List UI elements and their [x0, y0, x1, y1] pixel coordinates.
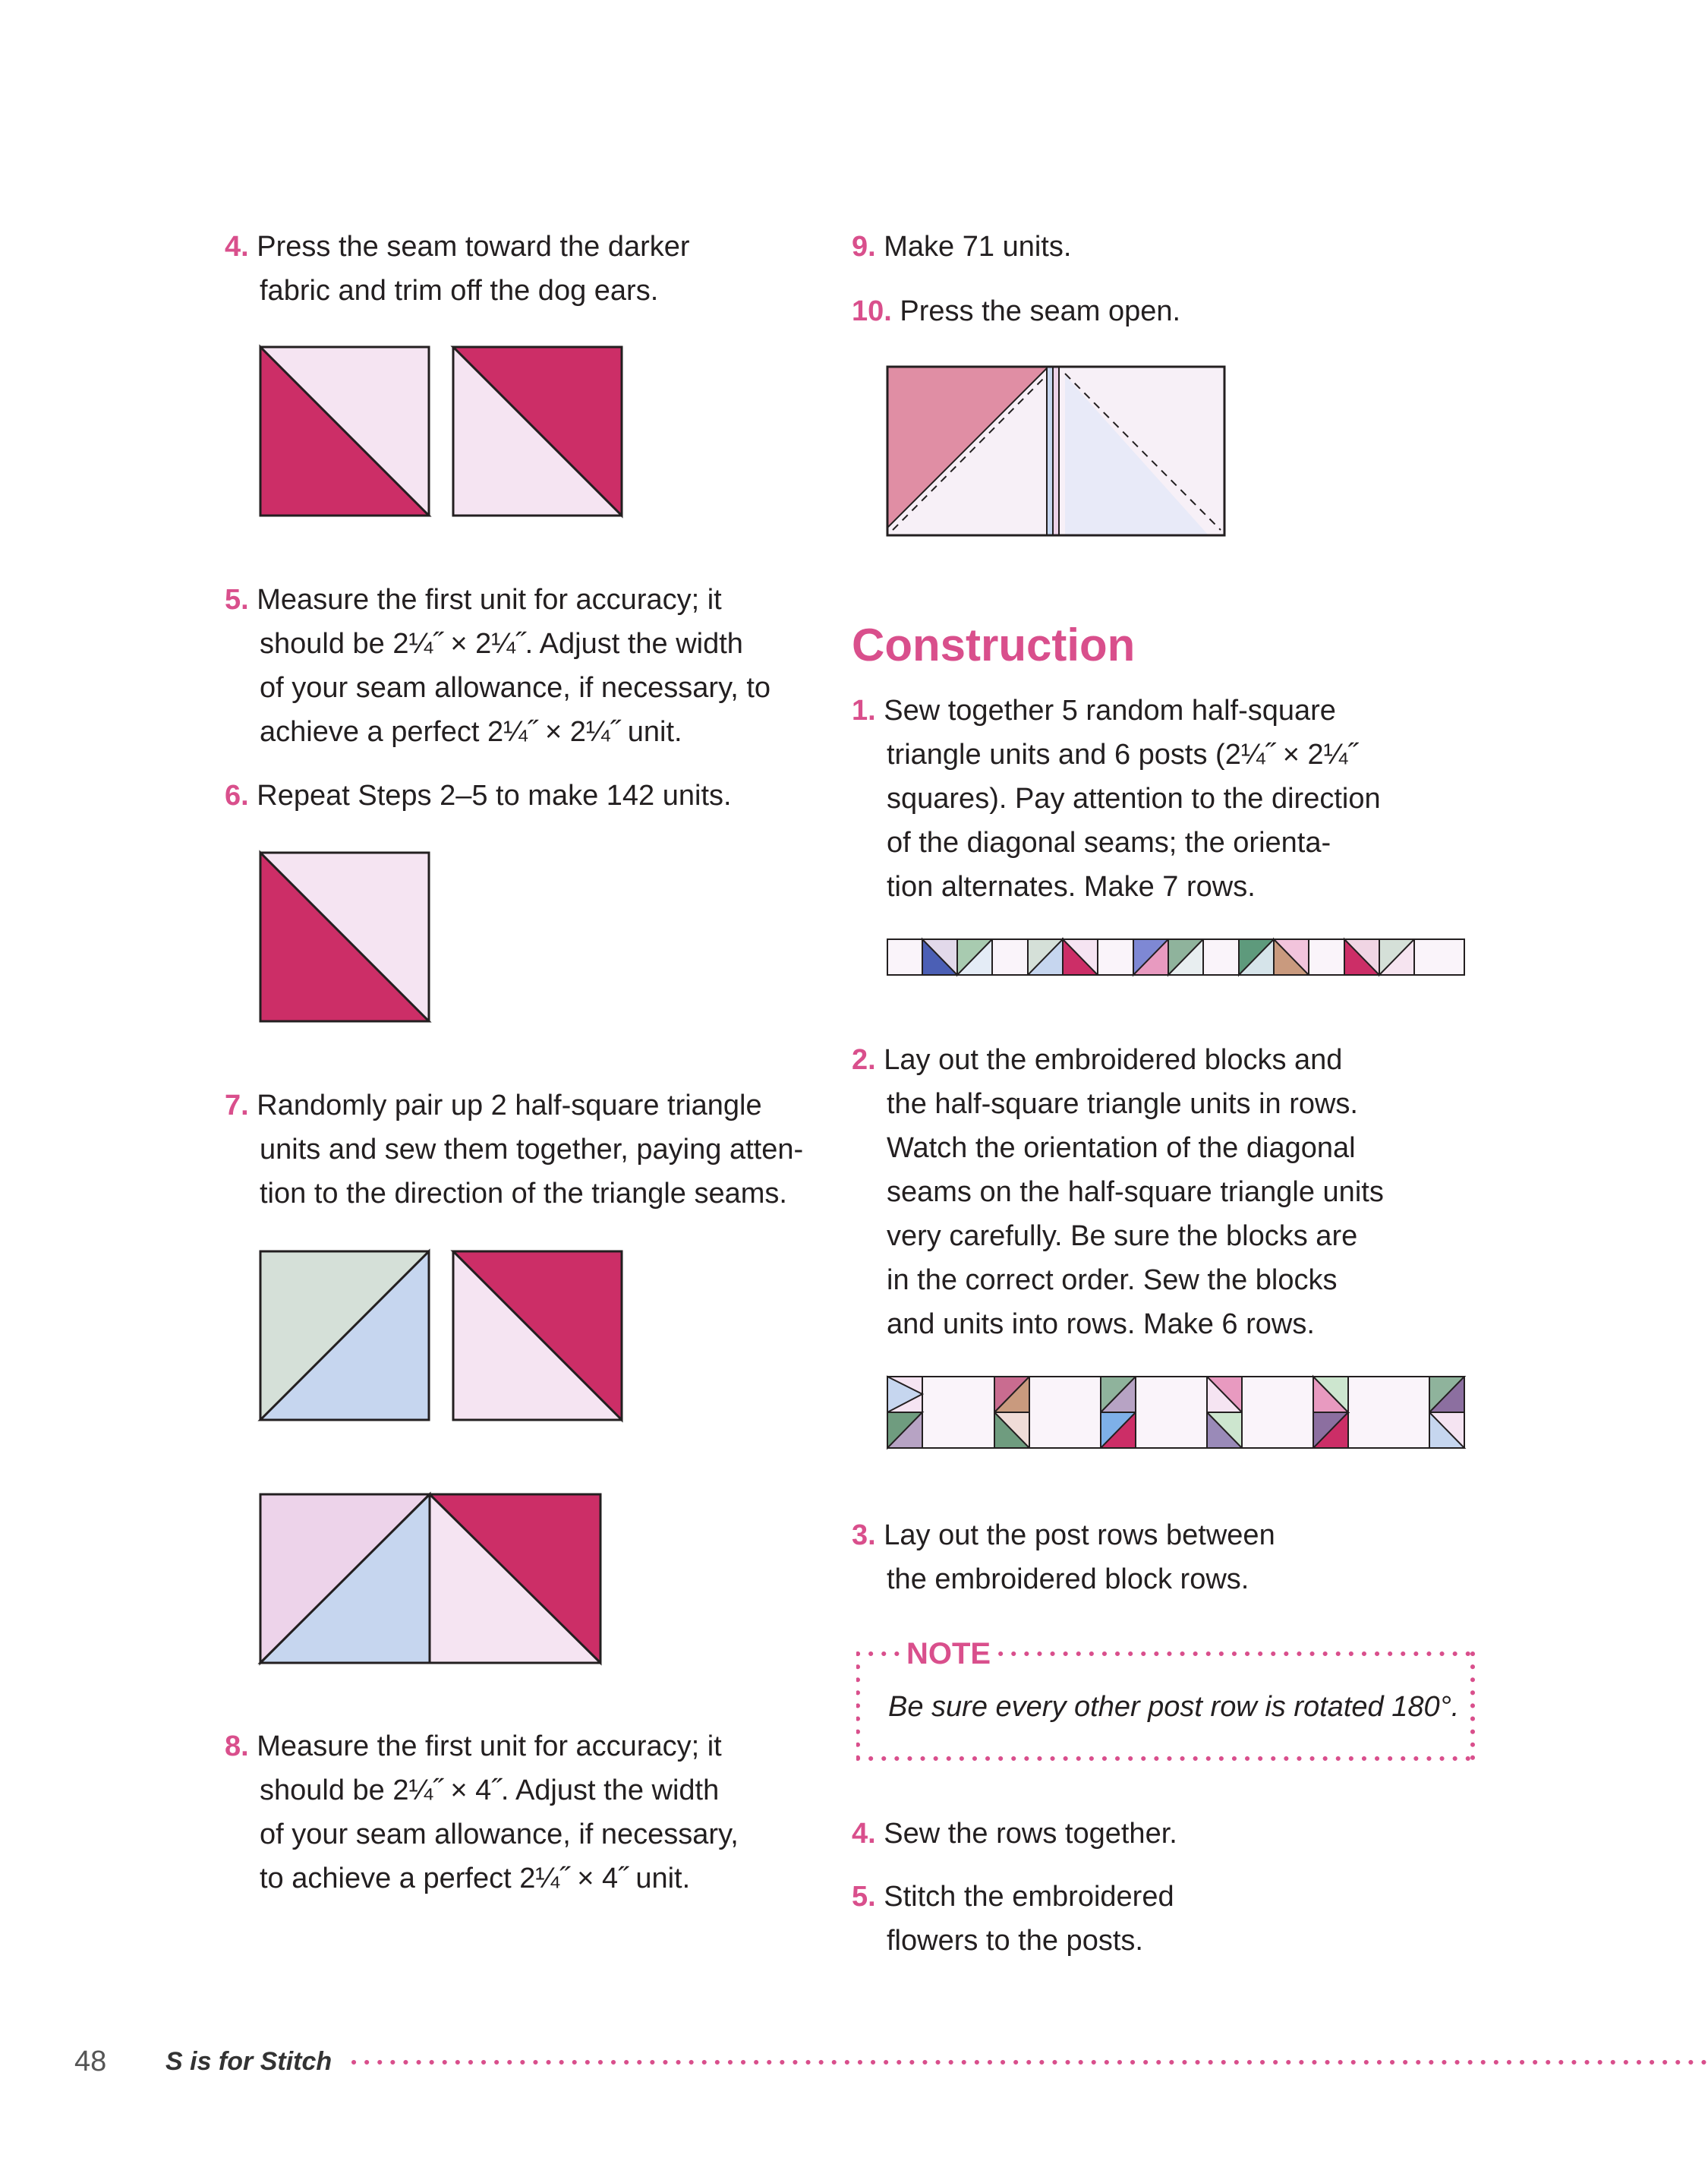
hst-unit	[260, 1251, 429, 1420]
step-text: flowers to the posts.	[887, 1925, 1143, 1957]
sewn-pair-figure	[260, 1494, 603, 1665]
step-number: 5.	[225, 584, 249, 616]
step-text: Make 71 units.	[884, 231, 1072, 263]
page-number: 48	[74, 2046, 107, 2077]
step-9	[852, 225, 1071, 269]
step-text: should be 2¼˝ × 2¼˝. Adjust the width	[260, 628, 743, 660]
step-8	[225, 1724, 739, 1901]
step-10	[852, 289, 1180, 333]
hst-column	[1429, 1377, 1464, 1448]
step-text: Sew the rows together.	[884, 1818, 1177, 1850]
post-row-figure	[887, 938, 1467, 978]
step-text: seams on the half-square triangle units	[887, 1176, 1384, 1208]
hst-column	[1101, 1377, 1136, 1448]
hst-column	[887, 1377, 922, 1448]
step-text: Measure the first unit for accuracy; it	[257, 584, 722, 616]
hst-pair	[1239, 939, 1309, 975]
footer-dotted-rule	[351, 2058, 1708, 2067]
hst-column	[1207, 1377, 1242, 1448]
hst-pair	[1344, 939, 1414, 975]
construction-step-4	[852, 1812, 1177, 1856]
hst-unit	[260, 347, 429, 516]
step-text: Watch the orientation of the diagonal	[887, 1132, 1356, 1164]
step-text: tion to the direction of the triangle seams.	[260, 1178, 787, 1210]
hst-column	[994, 1377, 1029, 1448]
step-text: Sew together 5 random half-square	[884, 695, 1336, 727]
construction-step-5	[852, 1875, 1174, 1963]
book-title: S is for Stitch	[165, 2047, 332, 2076]
hst-column	[1313, 1377, 1348, 1448]
construction-step-3	[852, 1513, 1275, 1601]
section-heading: Construction	[852, 620, 1136, 670]
step-text: Press the seam open.	[900, 295, 1181, 327]
block-row-figure	[887, 1376, 1467, 1450]
step-text: Lay out the post rows between	[884, 1519, 1275, 1551]
step-text: very carefully. Be sure the blocks are	[887, 1220, 1358, 1252]
step-text: Lay out the embroidered blocks and	[884, 1044, 1343, 1076]
pressed-seam-figure	[887, 366, 1228, 541]
note-text: Be sure every other post row is rotated 180°.	[888, 1691, 1460, 1723]
construction-step-2	[852, 1038, 1384, 1346]
step-text: tion alternates. Make 7 rows.	[887, 871, 1256, 903]
step-text: Press the seam toward the darker	[257, 231, 690, 263]
step-text: in the correct order. Sew the blocks	[887, 1264, 1338, 1296]
step-7	[225, 1084, 803, 1216]
step-text: of your seam allowance, if necessary,	[260, 1819, 739, 1850]
step-number: 3.	[852, 1519, 876, 1551]
step-text: achieve a perfect 2¼˝ × 2¼˝ unit.	[260, 716, 682, 748]
hst-unit	[453, 1251, 622, 1420]
step-number: 7.	[225, 1090, 249, 1121]
step-text: Stitch the embroidered	[884, 1881, 1174, 1913]
step-text: should be 2¼˝ × 4˝. Adjust the width	[260, 1774, 720, 1806]
step-number: 9.	[852, 231, 876, 263]
step-4	[225, 225, 690, 313]
step-text: Randomly pair up 2 half-square triangle	[257, 1090, 762, 1121]
step-number: 2.	[852, 1044, 876, 1076]
step-number: 4.	[225, 231, 249, 263]
construction-step-1	[852, 689, 1381, 909]
hst-single-figure	[260, 852, 431, 1024]
step-text: squares). Pay attention to the direction	[887, 783, 1381, 815]
step-5	[225, 578, 770, 754]
hst-unit	[453, 347, 622, 516]
step-text: the half-square triangle units in rows.	[887, 1088, 1358, 1120]
hst-pair-figure-1	[260, 346, 624, 518]
step-number: 1.	[852, 695, 876, 727]
step-text: the embroidered block rows.	[887, 1563, 1249, 1595]
step-text: of the diagonal seams; the orienta-	[887, 827, 1331, 859]
hst-pair-figure-2	[260, 1251, 624, 1422]
step-number: 10.	[852, 295, 892, 327]
step-text: Measure the first unit for accuracy; it	[257, 1730, 722, 1762]
step-number: 6.	[225, 780, 249, 812]
step-text: to achieve a perfect 2¼˝ × 4˝ unit.	[260, 1863, 691, 1894]
step-6	[225, 774, 732, 818]
step-number: 5.	[852, 1881, 876, 1913]
step-text: Repeat Steps 2–5 to make 142 units.	[257, 780, 732, 812]
step-number: 8.	[225, 1730, 249, 1762]
step-text: triangle units and 6 posts (2¼˝ × 2¼˝	[887, 739, 1357, 771]
step-text: and units into rows. Make 6 rows.	[887, 1308, 1315, 1340]
hst-pair	[922, 939, 992, 975]
step-text: fabric and trim off the dog ears.	[260, 275, 659, 307]
step-number: 4.	[852, 1818, 876, 1850]
note-label: NOTE	[902, 1634, 995, 1673]
step-text: of your seam allowance, if necessary, to	[260, 672, 771, 704]
step-text: units and sew them together, paying atten-	[260, 1134, 804, 1166]
hst-pair	[1028, 939, 1098, 975]
hst-pair	[1133, 939, 1203, 975]
